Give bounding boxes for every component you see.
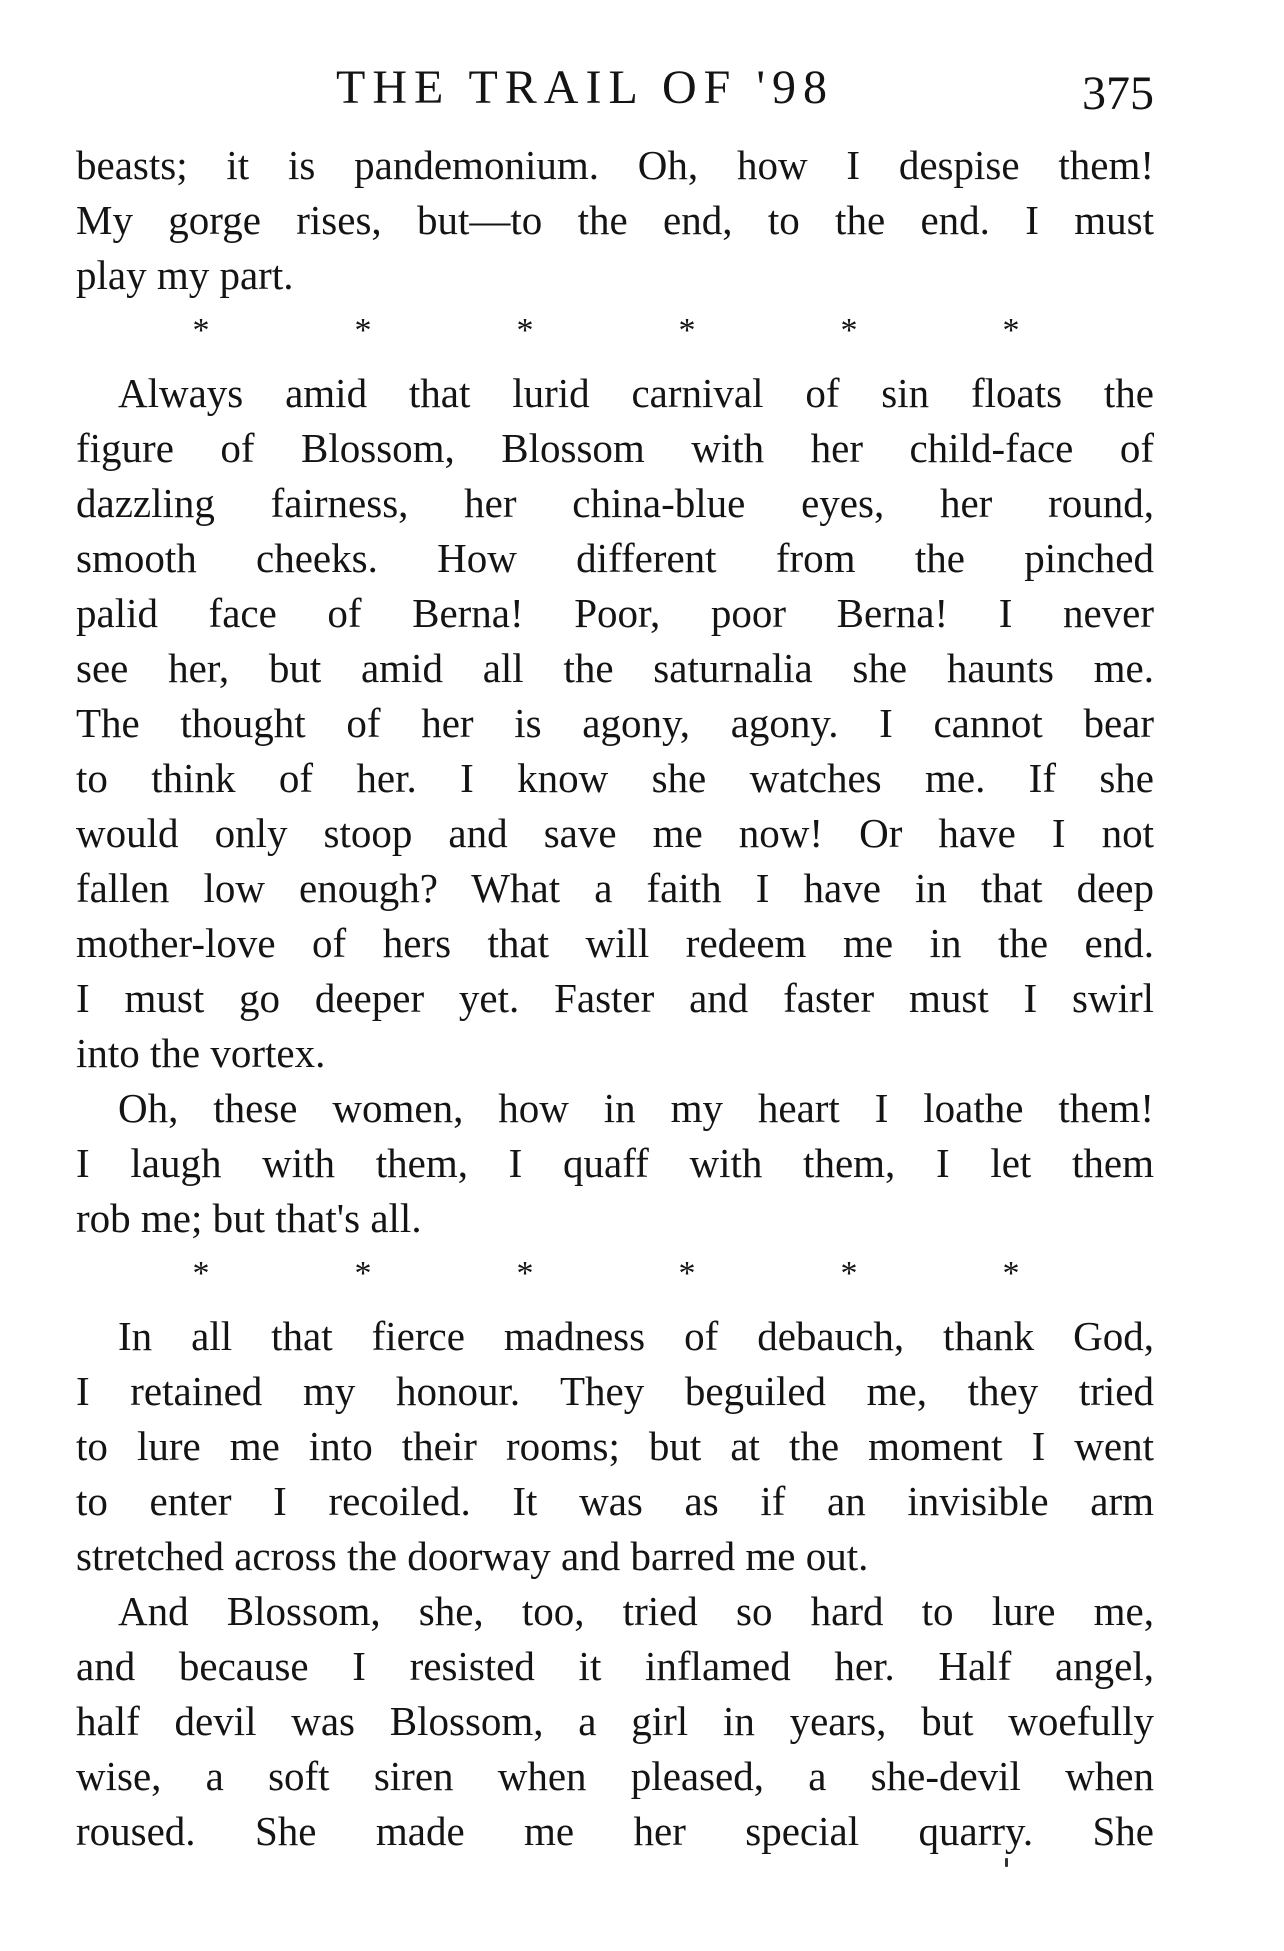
paragraph bbox=[76, 138, 1154, 303]
section-break bbox=[186, 1246, 1026, 1301]
section-break-star: * bbox=[354, 312, 372, 349]
print-speck bbox=[1005, 1858, 1008, 1867]
text-line: to lure me into their rooms; but at the moment I went bbox=[76, 1423, 1154, 1469]
section-break-star: * bbox=[1002, 1255, 1020, 1292]
text-line: would only stoop and save me now! Or have I not bbox=[76, 810, 1154, 856]
text-line: The thought of her is agony, agony. I cannot bear bbox=[76, 700, 1154, 746]
text-line: half devil was Blossom, a girl in years, but woefully bbox=[76, 1698, 1154, 1744]
body-text bbox=[76, 138, 1154, 1859]
section-break-star: * bbox=[678, 312, 696, 349]
text-line: And Blossom, she, too, tried so hard to lure me, bbox=[118, 1588, 1154, 1634]
section-break-star: * bbox=[1002, 312, 1020, 349]
text-line: dazzling fairness, her china-blue eyes, her round, bbox=[76, 480, 1154, 526]
paragraph bbox=[76, 1584, 1154, 1859]
text-line: wise, a soft siren when pleased, a she-devil when bbox=[76, 1753, 1154, 1799]
text-line: fallen low enough? What a faith I have in that deep bbox=[76, 865, 1154, 911]
text-line: to think of her. I know she watches me. If she bbox=[76, 755, 1154, 801]
paragraph bbox=[76, 1309, 1154, 1584]
text-line: and because I resisted it inflamed her. Half angel, bbox=[76, 1643, 1154, 1689]
text-line: I retained my honour. They beguiled me, they tried bbox=[76, 1368, 1154, 1414]
running-head bbox=[76, 58, 1154, 128]
section-break-star: * bbox=[192, 312, 210, 349]
text-line: palid face of Berna! Poor, poor Berna! I never bbox=[76, 590, 1154, 636]
section-break-star: * bbox=[840, 1255, 858, 1292]
text-line: My gorge rises, but—to the end, to the end. I must bbox=[76, 197, 1154, 243]
text-line: into the vortex. bbox=[76, 1030, 326, 1076]
text-line: figure of Blossom, Blossom with her child-face of bbox=[76, 425, 1154, 471]
paragraph bbox=[76, 1081, 1154, 1246]
running-title: THE TRAIL OF '98 bbox=[336, 61, 834, 114]
text-line: mother-love of hers that will redeem me in the end. bbox=[76, 920, 1154, 966]
text-line: to enter I recoiled. It was as if an invisible arm bbox=[76, 1478, 1154, 1524]
section-break-star: * bbox=[840, 312, 858, 349]
text-line: In all that fierce madness of debauch, thank God, bbox=[118, 1313, 1154, 1359]
text-line: Oh, these women, how in my heart I loathe them! bbox=[118, 1085, 1154, 1131]
text-line: smooth cheeks. How different from the pinched bbox=[76, 535, 1154, 581]
text-line: stretched across the doorway and barred me out. bbox=[76, 1533, 869, 1579]
text-line: rob me; but that's all. bbox=[76, 1195, 422, 1241]
section-break-star: * bbox=[678, 1255, 696, 1292]
text-line: play my part. bbox=[76, 252, 294, 298]
section-break-star: * bbox=[354, 1255, 372, 1292]
text-line: I must go deeper yet. Faster and faster must I swirl bbox=[76, 975, 1154, 1021]
text-line: I laugh with them, I quaff with them, I let them bbox=[76, 1140, 1154, 1186]
text-line: roused. She made me her special quarry. She bbox=[76, 1808, 1154, 1854]
text-line: see her, but amid all the saturnalia she haunts me. bbox=[76, 645, 1154, 691]
section-break bbox=[186, 303, 1026, 358]
text-line: beasts; it is pandemonium. Oh, how I despise them! bbox=[76, 142, 1154, 188]
section-break-star: * bbox=[516, 312, 534, 349]
page-number: 375 bbox=[1082, 67, 1154, 120]
text-line: Always amid that lurid carnival of sin floats the bbox=[118, 370, 1154, 416]
section-break-star: * bbox=[516, 1255, 534, 1292]
paragraph bbox=[76, 366, 1154, 1081]
section-break-star: * bbox=[192, 1255, 210, 1292]
